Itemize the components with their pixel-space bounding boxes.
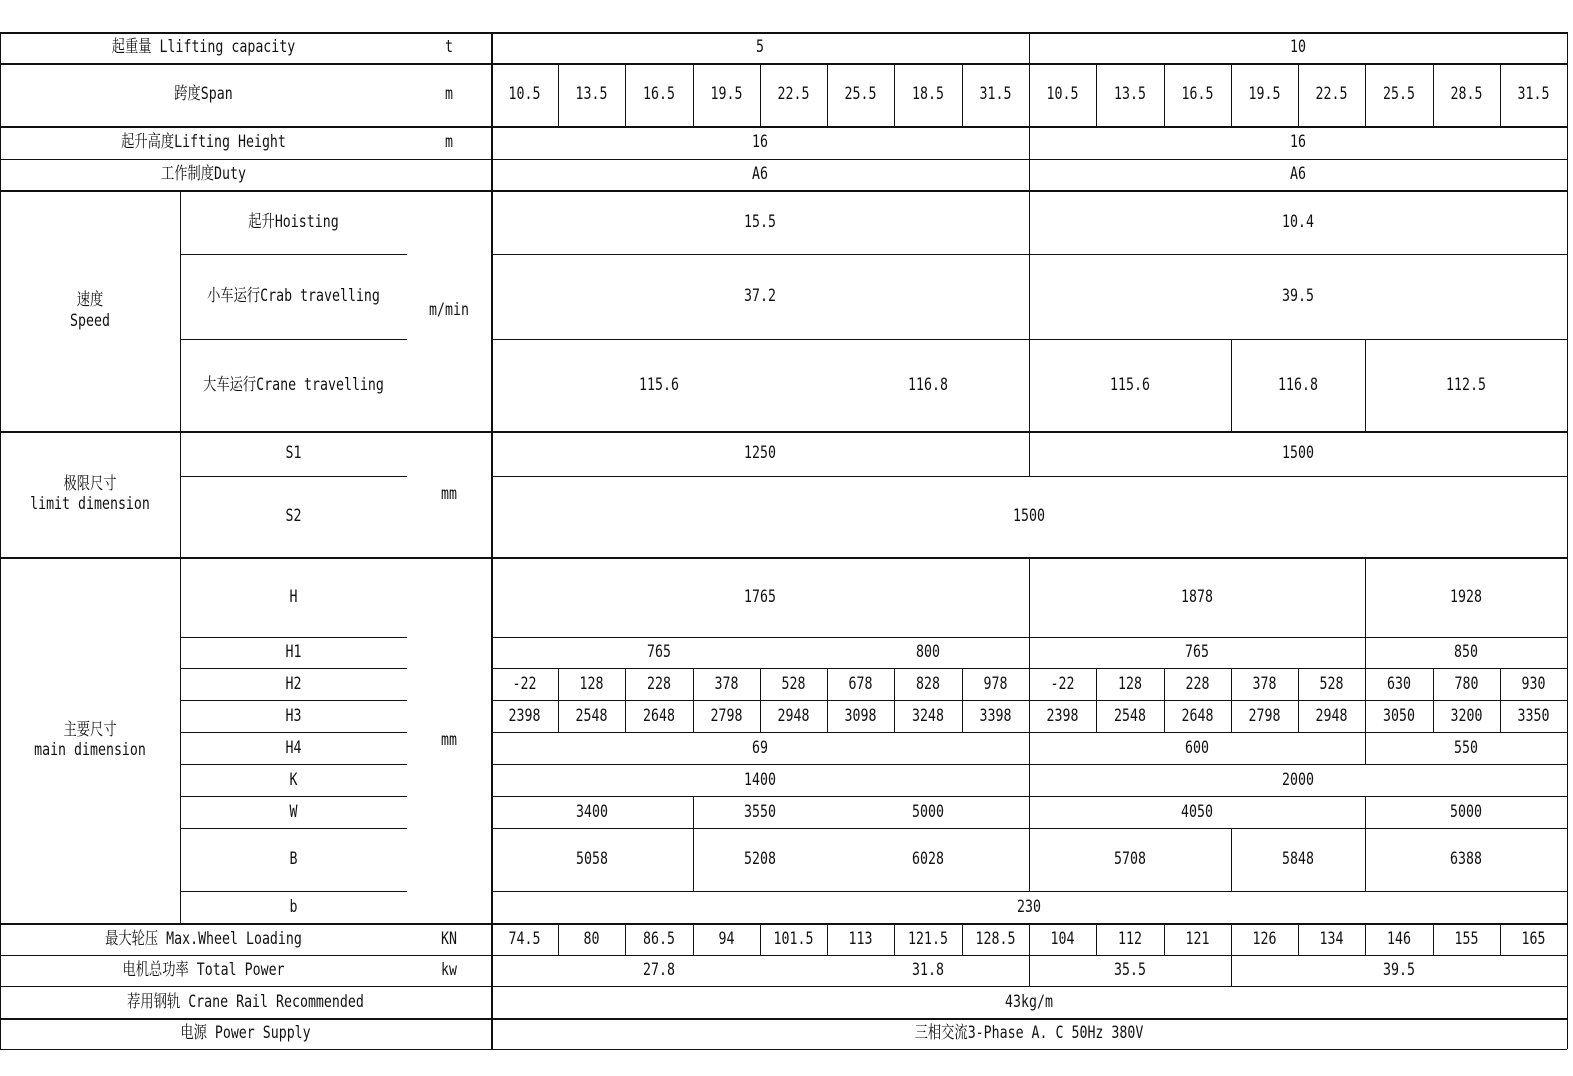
grid-vline [827, 668, 828, 732]
span-cell: 25.5 [844, 84, 877, 105]
grid-vline [760, 668, 761, 732]
k-cell: 1400 [744, 769, 776, 790]
k-label: K [289, 769, 298, 790]
h3-label: H3 [285, 705, 302, 726]
wheel-cell: 146 [1387, 928, 1411, 949]
grid-hline [0, 1049, 1567, 1050]
speed-label-zh: 速度 [76, 290, 104, 311]
span-cell: 13.5 [575, 84, 608, 105]
wheel-cell: 104 [1050, 928, 1075, 949]
h2-cell: 228 [1185, 673, 1210, 694]
h2-cell: 378 [714, 673, 739, 694]
wheel-cell: 134 [1319, 928, 1344, 949]
main-unit: mm [441, 729, 457, 750]
s1-10t: 1500 [1282, 443, 1314, 464]
h2-cell: 378 [1252, 673, 1277, 694]
h2-cell: 828 [916, 673, 940, 694]
crab-label: 小车运行Crab travelling [207, 286, 380, 307]
grid-vline [1096, 923, 1097, 955]
bb-cell: 5708 [1114, 849, 1146, 870]
h3-cell: 3050 [1383, 705, 1415, 726]
grid-vline [625, 923, 626, 955]
span-cell: 10.5 [1046, 84, 1079, 105]
crane-cell: 115.6 [639, 374, 679, 395]
grid-vline [1164, 63, 1165, 126]
b-label: b [289, 896, 298, 917]
capacity-10t: 10 [1290, 37, 1306, 58]
h3-cell: 3098 [844, 705, 877, 726]
grid-vline [1298, 923, 1299, 955]
grid-vline [1433, 63, 1434, 126]
crab-5t: 37.2 [744, 286, 776, 307]
h4-cell: 69 [752, 737, 768, 758]
span-cell: 31.5 [1517, 84, 1550, 105]
grid-vline [1231, 63, 1232, 126]
grid-vline [693, 923, 694, 955]
h2-cell: 780 [1454, 673, 1479, 694]
grid-vline [1500, 923, 1501, 955]
h3-cell: 2548 [575, 705, 608, 726]
grid-vline [1231, 828, 1232, 891]
main-dimension-label [20, 557, 160, 923]
span-cell: 16.5 [1181, 84, 1214, 105]
grid-vline [1365, 668, 1366, 732]
grid-vline [1433, 668, 1434, 732]
grid-vline [1231, 668, 1232, 732]
grid-vline [1096, 63, 1097, 126]
grid-vline [1029, 126, 1030, 476]
grid-vline [962, 923, 963, 955]
grid-vline [558, 923, 559, 955]
wheel-cell: 101.5 [773, 928, 814, 949]
main-dimension-label-en: main dimension [34, 740, 146, 760]
grid-vline [760, 63, 761, 126]
grid-vline [1029, 955, 1030, 986]
grid-vline [894, 668, 895, 732]
main-dimension-label-zh: 主要尺寸 [63, 719, 117, 740]
grid-vline [1298, 668, 1299, 732]
h2-cell: 678 [848, 673, 873, 694]
grid-vline [1500, 63, 1501, 126]
h1-label: H1 [285, 642, 302, 663]
bb-cell: 6028 [912, 849, 944, 870]
h2-cell: -22 [512, 673, 537, 694]
h2-label: H2 [285, 673, 302, 694]
capacity-unit: t [445, 37, 453, 58]
span-cell: 22.5 [777, 84, 810, 105]
grid-vline [1029, 557, 1030, 637]
lift-height-unit: m [445, 132, 453, 153]
wheel-cell: 113 [848, 928, 873, 949]
grid-vline [1029, 732, 1030, 796]
b-value: 230 [1017, 896, 1041, 917]
bb-cell: 5208 [744, 849, 776, 870]
k-cell: 2000 [1282, 769, 1314, 790]
wheel-cell: 112 [1118, 928, 1142, 949]
grid-vline [1365, 923, 1366, 955]
grid-vline [1365, 339, 1366, 431]
grid-vline [1365, 732, 1366, 764]
span-cell: 19.5 [1248, 84, 1281, 105]
grid-vline [1500, 668, 1501, 732]
speed-unit: m/min [429, 300, 469, 321]
w-cell: 3550 [744, 801, 776, 822]
grid-vline [1231, 923, 1232, 955]
grid-vline [1231, 339, 1232, 431]
hoisting-10t: 10.4 [1282, 211, 1314, 232]
w-cell: 4050 [1181, 801, 1213, 822]
grid-vline [1096, 668, 1097, 732]
h3-cell: 2798 [710, 705, 743, 726]
bb-label: B [289, 849, 298, 870]
power-cell: 35.5 [1114, 960, 1146, 981]
h3-cell: 2548 [1114, 705, 1146, 726]
h1-cell: 765 [1185, 642, 1209, 663]
grid-vline [1164, 668, 1165, 732]
power-cell: 27.8 [643, 960, 675, 981]
span-cell: 10.5 [508, 84, 541, 105]
wheel-unit: KN [441, 928, 457, 949]
h3-cell: 3398 [979, 705, 1012, 726]
grid-vline [558, 63, 559, 126]
h3-cell: 2798 [1248, 705, 1281, 726]
limit-unit: mm [441, 483, 457, 504]
grid-vline [1029, 796, 1030, 891]
grid-vline [1365, 796, 1366, 891]
span-cell: 25.5 [1383, 84, 1415, 105]
bb-cell: 5848 [1282, 849, 1314, 870]
h2-cell: 128 [579, 673, 604, 694]
h3-cell: 3350 [1517, 705, 1550, 726]
w-cell: 3400 [576, 801, 608, 822]
wheel-cell: 126 [1252, 928, 1277, 949]
span-cell: 13.5 [1114, 84, 1146, 105]
h3-cell: 2948 [777, 705, 810, 726]
h2-cell: 228 [647, 673, 671, 694]
h-cell: 1928 [1450, 586, 1482, 607]
hoisting-label: 起升Hoisting [248, 211, 339, 232]
grid-vline [491, 32, 493, 1049]
grid-vline [894, 63, 895, 126]
span-cell: 22.5 [1315, 84, 1348, 105]
bb-cell: 6388 [1450, 849, 1482, 870]
grid-vline [558, 668, 559, 732]
duty-5t: A6 [752, 164, 768, 185]
power-unit: kw [441, 960, 457, 981]
wheel-cell: 121 [1185, 928, 1210, 949]
grid-vline [962, 63, 963, 126]
crane-cell: 115.6 [1110, 374, 1150, 395]
grid-vline [1433, 923, 1434, 955]
h2-cell: 528 [1319, 673, 1344, 694]
h2-cell: 128 [1118, 673, 1142, 694]
h4-cell: 550 [1454, 737, 1478, 758]
span-cell: 19.5 [710, 84, 743, 105]
limit-label-zh: 极限尺寸 [63, 473, 117, 494]
capacity-5t: 5 [756, 37, 764, 58]
lift-height-label: 起升高度Lifting Height [121, 132, 286, 153]
grid-vline [625, 668, 626, 732]
grid-vline [1365, 63, 1366, 126]
h3-cell: 2398 [508, 705, 541, 726]
grid-vline [1298, 63, 1299, 126]
crab-10t: 39.5 [1282, 286, 1314, 307]
limit-label-en: limit dimension [30, 494, 150, 514]
wheel-label: 最大轮压 Max.Wheel Loading [105, 928, 302, 949]
h3-cell: 3200 [1450, 705, 1483, 726]
grid-vline [1029, 637, 1030, 668]
h2-cell: 930 [1521, 673, 1546, 694]
w-cell: 5000 [912, 801, 944, 822]
wheel-cell: 155 [1454, 928, 1479, 949]
h3-cell: 2948 [1315, 705, 1348, 726]
power-label: 电机总功率 Total Power [122, 960, 285, 981]
wheel-cell: 165 [1521, 928, 1546, 949]
h4-label: H4 [285, 737, 302, 758]
capacity-label: 起重量 Llifting capacity [111, 37, 296, 58]
wheel-cell: 86.5 [643, 928, 675, 949]
h2-cell: -22 [1050, 673, 1075, 694]
h2-cell: 630 [1387, 673, 1411, 694]
speed-label-en: Speed [70, 310, 110, 331]
h2-cell: 978 [983, 673, 1008, 694]
w-cell: 5000 [1450, 801, 1482, 822]
h3-cell: 2648 [1181, 705, 1214, 726]
speed-label [20, 190, 160, 431]
grid-vline [760, 923, 761, 955]
crane-cell: 116.8 [1278, 374, 1318, 395]
limit-label [20, 431, 160, 557]
h1-cell: 850 [1454, 642, 1478, 663]
grid-vline [827, 923, 828, 955]
supply-label: 电源 Power Supply [180, 1023, 311, 1044]
crane-label: 大车运行Crane travelling [203, 374, 384, 395]
crane-cell: 116.8 [908, 374, 948, 395]
grid-vline [1164, 923, 1165, 955]
h-cell: 1765 [744, 586, 776, 607]
grid-vline [625, 63, 626, 126]
grid-vline [1365, 557, 1366, 637]
power-cell: 39.5 [1383, 960, 1415, 981]
grid-vline [1567, 32, 1568, 1049]
grid-vline [1029, 668, 1030, 732]
grid-vline [0, 32, 1, 1049]
h3-cell: 2648 [643, 705, 675, 726]
bb-cell: 5058 [576, 849, 608, 870]
grid-vline [1365, 637, 1366, 668]
wheel-cell: 74.5 [508, 928, 541, 949]
s1-5t: 1250 [744, 443, 776, 464]
grid-vline [894, 923, 895, 955]
span-label: 跨度Span [174, 84, 233, 105]
wheel-cell: 128.5 [975, 928, 1016, 949]
s2-value: 1500 [1013, 506, 1045, 527]
h2-cell: 528 [781, 673, 806, 694]
grid-vline [1029, 63, 1030, 126]
grid-vline [962, 668, 963, 732]
grid-vline [693, 796, 694, 891]
grid-vline [1029, 923, 1030, 955]
grid-vline [693, 63, 694, 126]
rail-value: 43kg/m [1005, 991, 1053, 1012]
duty-10t: A6 [1290, 164, 1306, 185]
span-cell: 16.5 [643, 84, 675, 105]
lift-height-5t: 16 [752, 132, 768, 153]
crane-cell: 112.5 [1446, 374, 1486, 395]
s1-label: S1 [285, 443, 302, 464]
span-unit: m [445, 84, 453, 105]
h4-cell: 600 [1185, 737, 1209, 758]
h3-cell: 3248 [912, 705, 944, 726]
wheel-cell: 121.5 [908, 928, 948, 949]
power-cell: 31.8 [912, 960, 944, 981]
h-label: H [289, 586, 298, 607]
h1-cell: 800 [916, 642, 940, 663]
grid-vline [1231, 955, 1232, 986]
wheel-cell: 94 [718, 928, 735, 949]
wheel-cell: 80 [583, 928, 600, 949]
h3-cell: 2398 [1046, 705, 1079, 726]
rail-label: 荐用钢轨 Crane Rail Recommended [127, 991, 364, 1012]
s2-label: S2 [285, 506, 302, 527]
h-cell: 1878 [1181, 586, 1213, 607]
supply-value: 三相交流3-Phase A. C 50Hz 380V [914, 1023, 1144, 1044]
h1-cell: 765 [647, 642, 671, 663]
span-cell: 18.5 [912, 84, 944, 105]
grid-vline [827, 63, 828, 126]
span-cell: 31.5 [979, 84, 1012, 105]
w-label: W [289, 801, 298, 822]
duty-label: 工作制度Duty [161, 164, 246, 185]
hoisting-5t: 15.5 [744, 211, 776, 232]
span-cell: 28.5 [1450, 84, 1483, 105]
grid-vline [693, 668, 694, 732]
grid-vline [180, 190, 181, 923]
lift-height-10t: 16 [1290, 132, 1306, 153]
